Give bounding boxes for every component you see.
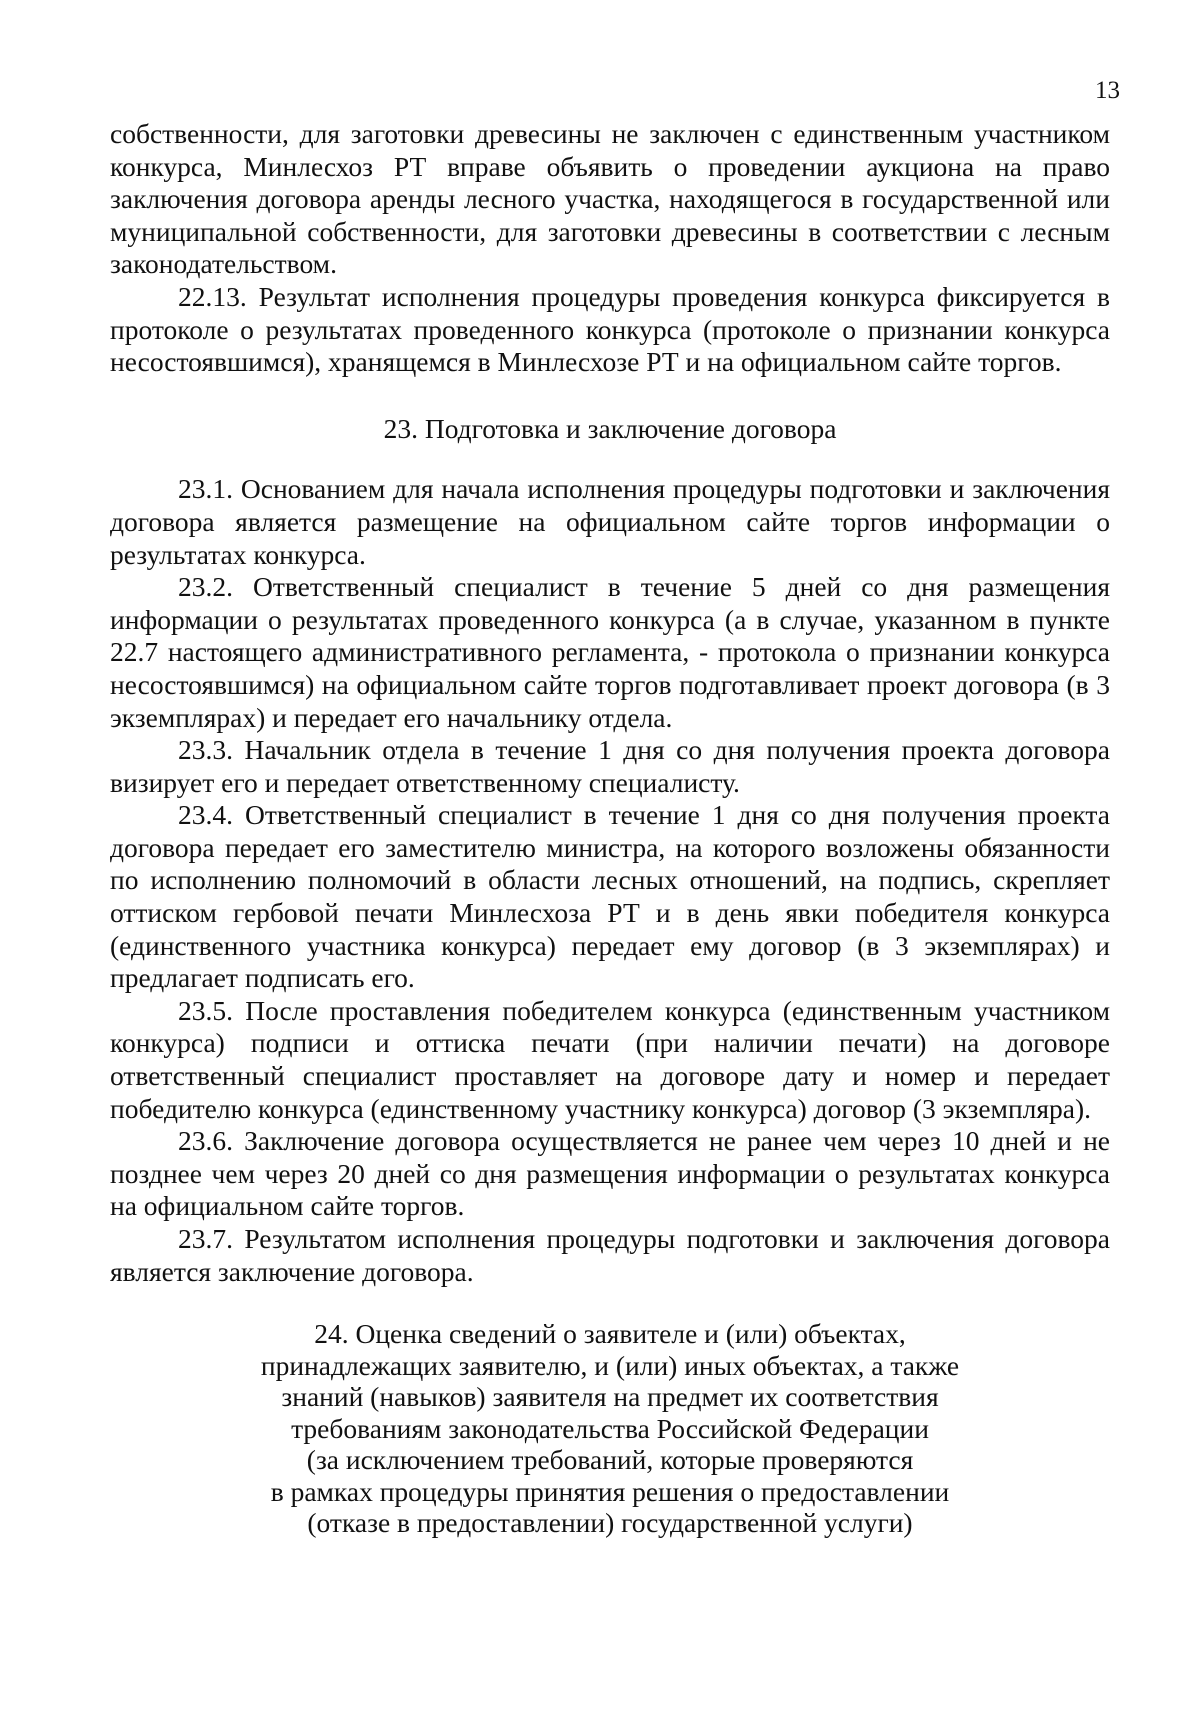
paragraph-23-6: 23.6. Заключение договора осуществляется не ранее чем через 10 дней и не позднее чем через 20 дней со дня размещения информации о результатах конкурса на официальном сайте торгов. xyxy=(110,1125,1110,1222)
section-24-heading-line: (за исключением требований, которые проверяются xyxy=(306,1444,914,1476)
paragraph-continuation: собственности, для заготовки древесины не заключен с единственным участником конкурса, Минлесхоз РТ вправе объявить о проведении аукциона на право заключения договора аренды лесного участка, находящегося в государственной или муниципальной собственности, для заготовки древесины в соответствии с лесным законодательством. xyxy=(110,118,1110,280)
paragraph-23-3: 23.3. Начальник отдела в течение 1 дня со дня получения проекта договора визирует его и передает ответственному специалисту. xyxy=(110,734,1110,798)
section-24-heading xyxy=(230,1318,990,1539)
paragraph-22-13: 22.13. Результат исполнения процедуры проведения конкурса фиксируется в протоколе о результатах проведенного конкурса (протоколе о признании конкурса несостоявшимся), хранящемся в Минлесхозе РТ и на официальном сайте торгов. xyxy=(110,280,1110,378)
paragraph-23-1: 23.1. Основанием для начала исполнения процедуры подготовки и заключения договора является размещение на официальном сайте торгов информации о результатах конкурса. xyxy=(110,473,1110,570)
section-24-heading-line: требованиям законодательства Российской Федерации xyxy=(291,1412,929,1444)
paragraph-23-7: 23.7. Результатом исполнения процедуры подготовки и заключения договора является заключение договора. xyxy=(110,1223,1110,1287)
page-number: 13 xyxy=(1095,77,1120,104)
section-24-heading-line: 24. Оценка сведений о заявителе и (или) объектах, xyxy=(314,1318,906,1350)
section-24-heading-line: (отказе в предоставлении) государственной услуги) xyxy=(307,1507,913,1539)
section-23-heading: 23. Подготовка и заключение договора xyxy=(383,412,837,444)
paragraph-23-4: 23.4. Ответственный специалист в течение 1 дня со дня получения проекта договора передает его заместителю министра, на которого возложены обязанности по исполнению полномочий в области лесных отношений, на подпись, скрепляет оттиском гербовой печати Минлесхоза РТ и в день явки победителя конкурса (единственного участника конкурса) передает ему договор (в 3 экземплярах) и предлагает подписать его. xyxy=(110,799,1110,994)
paragraph-23-2: 23.2. Ответственный специалист в течение 5 дней со дня размещения информации о результатах проведенного конкурса (а в случае, указанном в пункте 22.7 настоящего административного регламента, - протокола о признании конкурса несостоявшимся) на официальном сайте торгов подготавливает проект договора (в 3 экземплярах) и передает его начальнику отдела. xyxy=(110,571,1110,733)
section-24-heading-line: в рамках процедуры принятия решения о предоставлении xyxy=(270,1475,950,1507)
section-24-heading-line: принадлежащих заявителю, и (или) иных объектах, а также xyxy=(260,1349,960,1381)
section-24-heading-line: знаний (навыков) заявителя на предмет их соответствия xyxy=(281,1381,939,1413)
document-body xyxy=(110,118,1110,1539)
paragraph-23-5: 23.5. После проставления победителем конкурса (единственным участником конкурса) подписи и оттиска печати (при наличии печати) на договоре ответственный специалист проставляет на договоре дату и номер и передает победителю конкурса (единственному участнику конкурса) договор (3 экземпляра). xyxy=(110,994,1110,1124)
